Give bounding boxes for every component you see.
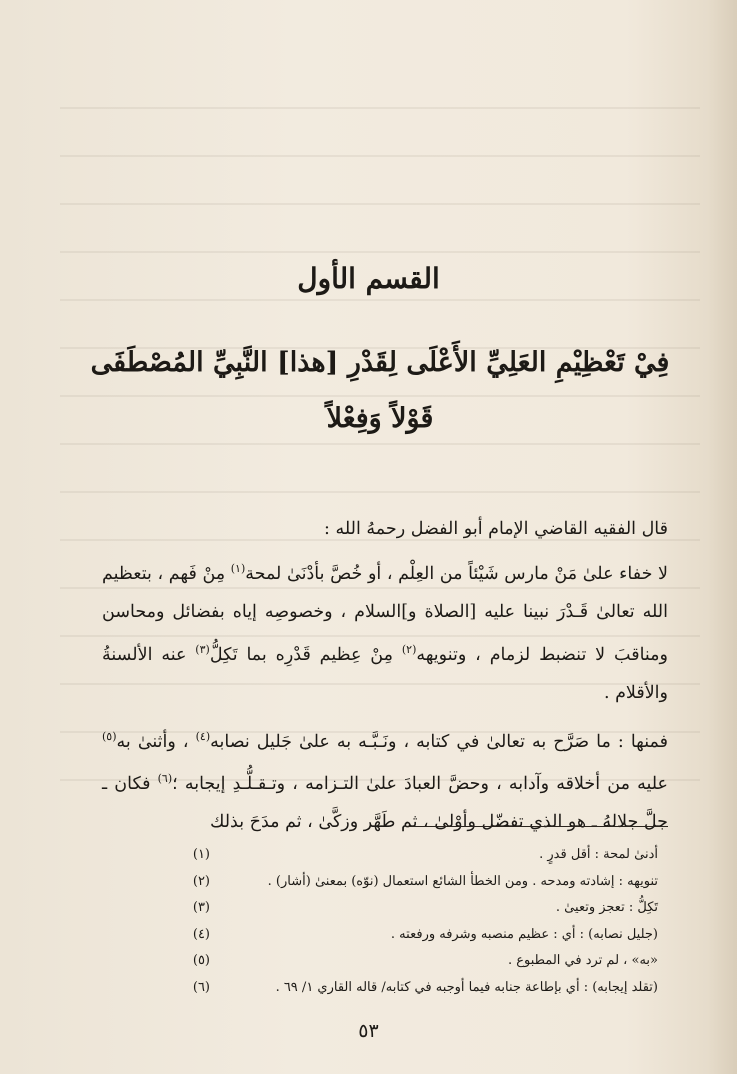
footnotes (160, 842, 668, 1001)
footnote-item (160, 869, 668, 896)
footnote-item (160, 895, 668, 922)
footnote-marker-3: (٣) (195, 642, 210, 656)
section-title: القسم الأول (297, 262, 440, 295)
paragraph-1-part-b: مِنْ فَهم ، بتعظيم الله تعالىٰ قَـدْرَ نبينا عليه [الصلاة و]السلام ، وخصوصِه إياه بفضائل ومحاسن ومناقبَ لا تنضبط لزمام ، وتنويهه (102, 563, 669, 665)
footnote-marker-2: (٢) (401, 642, 417, 656)
footnote-text: أدنىٰ لمحة : أقل قدرٍ . (539, 847, 658, 862)
footnote-number: (٦) (192, 979, 210, 995)
footnote-text: (تقلد إيجابه) : أي بإطاعة جنابه فيما أوجبه في كتابه/ قاله القاري ١/ ٦٩ . (275, 979, 658, 995)
paragraph-2-part-d: فكان ـ جلَّ جلالهُ ـ هو الذي تفضّل وأوْلىٰ ، ثم طَهَّر وزكَّىٰ ، ثم مدَحَ بذلك (102, 774, 668, 833)
paragraph-1-part-a: لا خفاء علىٰ مَنْ مارس شَيْئاً من العِلْم ، أو خُصَّ بأدْنَىٰ لمحة (245, 563, 668, 584)
footnote-number: (٢) (192, 873, 210, 889)
footnote-item (160, 948, 668, 975)
footnote-divider (407, 826, 668, 827)
footnote-item (160, 922, 668, 949)
footnote-text: تنويهه : إشادته ومدحه . ومن الخطأ الشائع استعمال (نوّه) بمعنىٰ (أشار) . (267, 873, 658, 889)
footnote-number: (٣) (192, 900, 210, 915)
footnote-marker-6: (٦) (157, 772, 173, 786)
footnote-text: (جليل نصابه) : أي : عظيم منصبه وشرفه ورفعته . (390, 926, 658, 942)
footnote-text: تَكِلُّ : تعجز وتعيىٰ . (555, 900, 658, 915)
paragraph-2-part-c: عليه من أخلاقه وآدابه ، وحضَّ العبادَ علىٰ التـزامه ، وتـقـلُّـدِ إيجابه ؛ (172, 774, 668, 795)
footnote-number: (٤) (192, 926, 210, 942)
chapter-title: فِيْ تَعْظِيْمِ العَلِيِّ الأَعْلَى لِقَدْرِ [هذا] النَّبِيِّ المُصْطَفَى قَوْلاً وَفِعْلاً (90, 347, 670, 434)
paragraph-1-part-d: عنه الألسنةُ والأقلام . (102, 644, 668, 703)
footnote-marker-4: (٤) (195, 729, 211, 743)
footnote-item (160, 842, 668, 869)
paragraph-2-part-b: ، وأثنىٰ به (116, 731, 196, 752)
footnote-marker-1: (١) (230, 562, 246, 575)
paragraph-2-part-a: فمنها : ما صَرَّح به تعالىٰ في كتابه ، ونَـبَّـه به علىٰ جَليل نصابه (210, 731, 669, 752)
main-text (102, 510, 668, 841)
paragraph-2 (102, 718, 668, 842)
footnote-text: «به» ، لم ترد في المطبوع . (507, 953, 658, 968)
footnote-item (160, 975, 668, 1002)
page-number: ٥٣ (358, 1020, 379, 1042)
paragraph-1-part-c: مِنْ عِظيم قَدْرِه بما تَكِلُّ (209, 644, 402, 665)
paragraph-1 (102, 550, 668, 712)
footnote-marker-5: (٥) (102, 729, 117, 743)
footnote-number: (١) (192, 847, 210, 862)
intro-line: قال الفقيه القاضي الإمام أبو الفضل رحمهُ الله : (324, 519, 668, 539)
footnote-number: (٥) (192, 953, 210, 968)
